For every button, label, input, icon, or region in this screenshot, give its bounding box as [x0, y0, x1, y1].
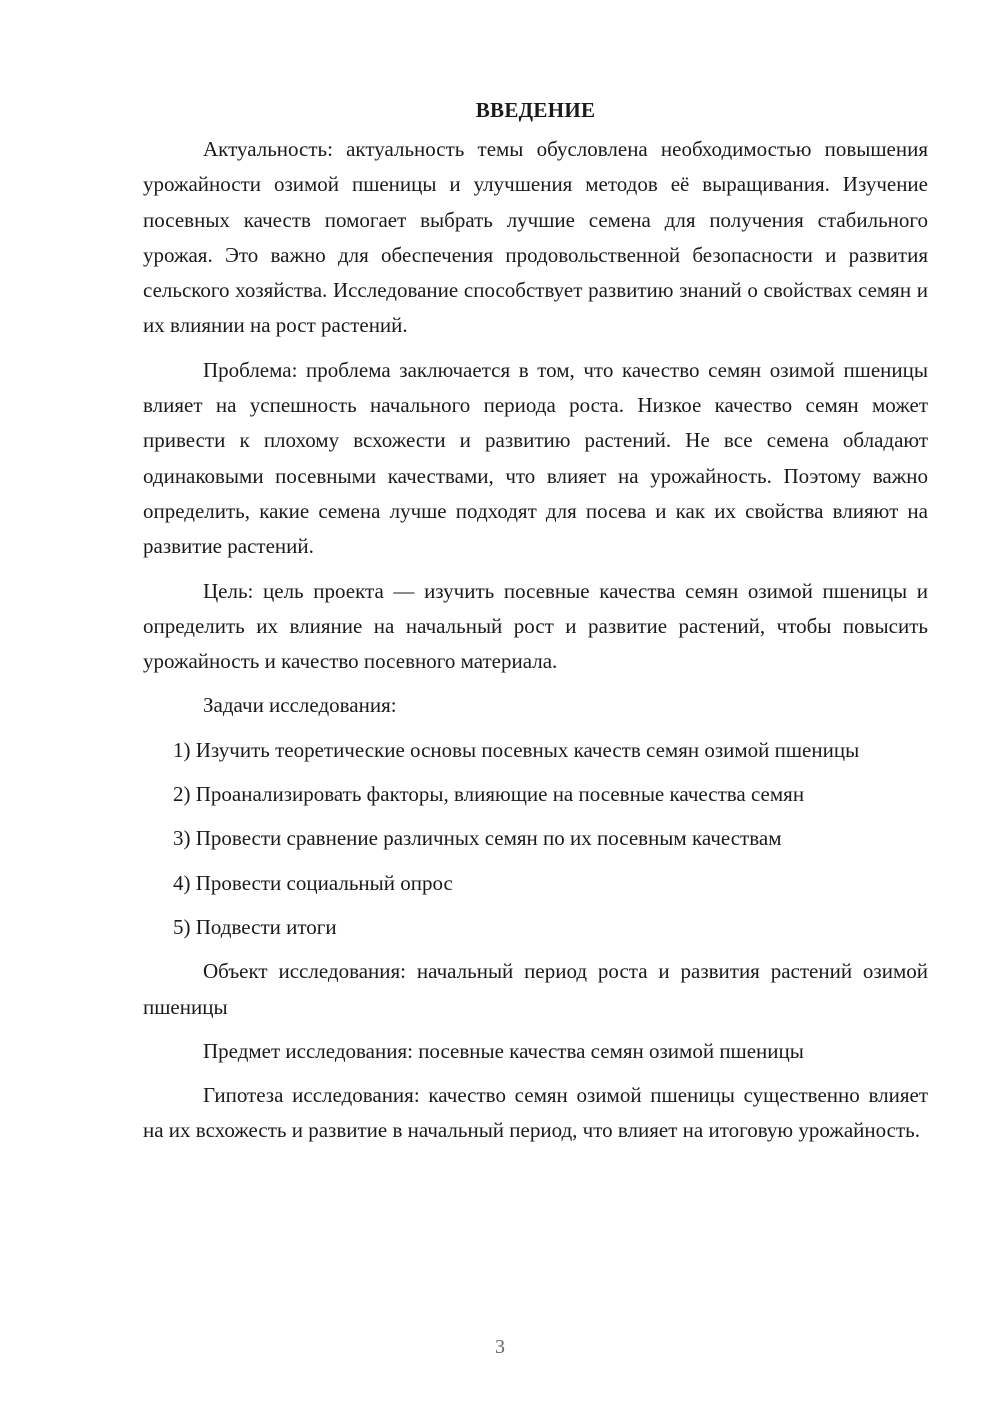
- task-item: 3) Провести сравнение различных семян по их посевным качествам: [173, 826, 782, 851]
- task-item: 2) Проанализировать факторы, влияющие на посевные качества семян: [173, 782, 805, 807]
- paragraph-hypothesis: Гипотеза исследования: качество семян озимой пшеницы существенно влияет на их всхожесть и развитие в начальный период, что влияет на итоговую урожайность.: [143, 1083, 928, 1143]
- page-number: 3: [495, 1336, 505, 1358]
- section-title: ВВЕДЕНИЕ: [475, 98, 596, 122]
- paragraph-goal: Цель: цель проекта — изучить посевные качества семян озимой пшеницы и определить их влияние на начальный рост и развитие растений, чтобы повысить урожайность и качество посевного материала.: [143, 578, 928, 674]
- paragraph-subject: Предмет исследования: посевные качества семян озимой пшеницы: [203, 1038, 804, 1063]
- paragraph-object: Объект исследования: начальный период роста и развития растений озимой пшеницы: [143, 959, 928, 1019]
- task-item: 4) Провести социальный опрос: [173, 870, 453, 895]
- paragraph-relevance: Актуальность: актуальность темы обусловлена необходимостью повышения урожайности озимой пшеницы и улучшения методов её выращивания. Изучение посевных качеств помогает выбрать лучшие семена для получения стабильного урожая. Это важно для обеспечения продовольственной безопасности и развития сельского хозяйства. Исследование способствует развитию знаний о свойствах семян и их влиянии на рост растений.: [143, 137, 928, 338]
- task-item: 5) Подвести итоги: [173, 914, 337, 939]
- paragraph-tasks-heading: Задачи исследования:: [203, 693, 397, 718]
- task-item: 1) Изучить теоретические основы посевных качеств семян озимой пшеницы: [173, 737, 860, 762]
- paragraph-problem: Проблема: проблема заключается в том, что качество семян озимой пшеницы влияет на успешность начального периода роста. Низкое качество семян может привести к плохому всхожести и развитию растений. Не все семена обладают одинаковыми посевными качествами, что влияет на урожайность. Поэтому важно определить, какие семена лучше подходят для посева и как их свойства влияют на развитие растений.: [143, 357, 928, 559]
- document-page: [143, 96, 928, 1158]
